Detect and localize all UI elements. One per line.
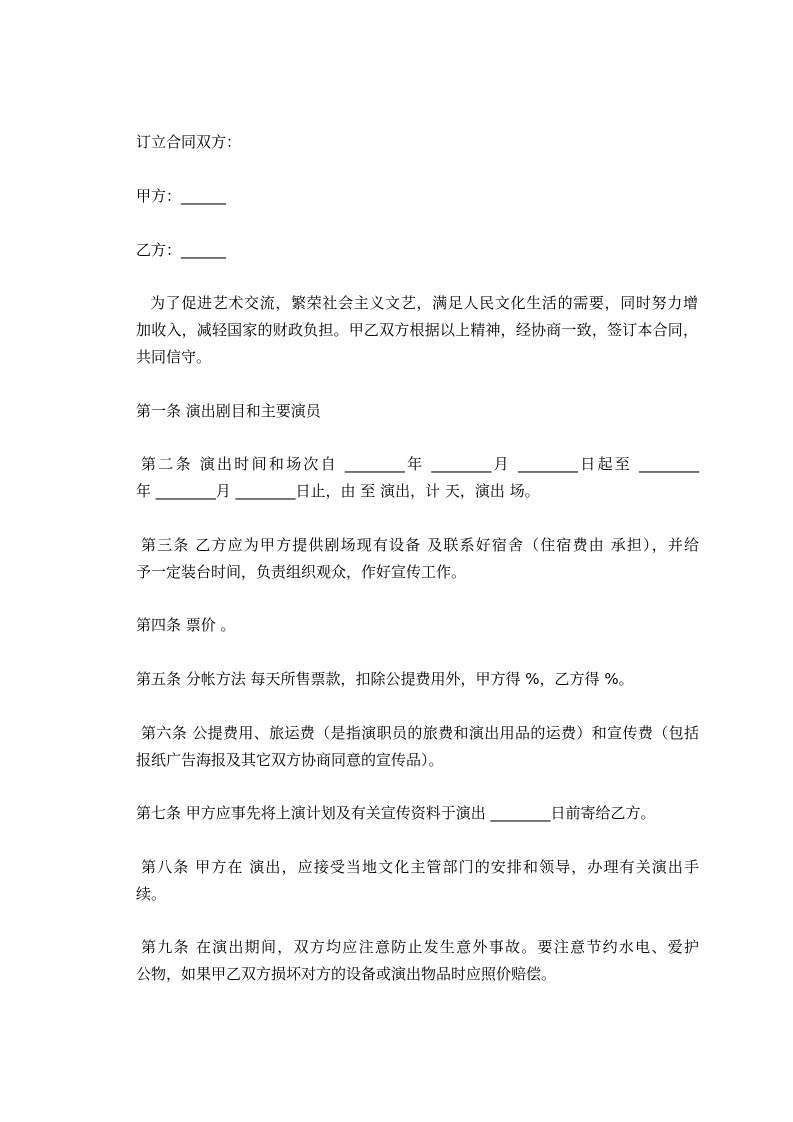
article-8-line: 续。 bbox=[136, 885, 167, 903]
article-3-line: 第三条 乙方应为甲方提供剧场现有设备 及联系好宿舍（住宿费由 承担），并给 bbox=[141, 536, 699, 554]
article-9-line: 公物，如果甲乙双方损坏对方的设备或演出物品时应照价赔偿。 bbox=[136, 965, 557, 983]
article-2-line: 年 ________月 ________日止，由 至 演出，计 天，演出 场。 bbox=[136, 482, 540, 500]
article-2-line: 第二条 演出时间和场次自 ________年 ________月 ________日起至 ________ bbox=[141, 455, 699, 473]
article-6-line: 报纸广告海报及其它双方协商同意的宣传品）。 bbox=[136, 751, 444, 769]
article-3-line: 予一定装台时间，负责组织观众，作好宣传工作。 bbox=[136, 563, 467, 581]
parties-heading: 订立合同双方： bbox=[136, 133, 242, 151]
article-6-line: 第六条 公提费用、旅运费（是指演职员的旅费和演出用品的运费）和宣传费（包括 bbox=[141, 724, 699, 742]
preamble-line: 为了促进艺术交流，繁荣社会主义文艺，满足人民文化生活的需要，同时努力增 bbox=[150, 294, 698, 312]
article-4: 第四条 票价 。 bbox=[136, 616, 236, 634]
article-9-line: 第九条 在演出期间，双方均应注意防止发生意外事故。要注意节约水电、爱护 bbox=[141, 938, 699, 956]
preamble-line: 加收入，减轻国家的财政负担。甲乙双方根据以上精神，经协商一致，签订本合同， bbox=[136, 321, 698, 339]
party-a-line: 甲方：______ bbox=[136, 187, 227, 205]
article-1: 第一条 演出剧目和主要演员 bbox=[136, 402, 321, 420]
party-b-line: 乙方：______ bbox=[136, 241, 227, 259]
article-5: 第五条 分帐方法 每天所售票款，扣除公提费用外，甲方得 %，乙方得 %。 bbox=[136, 670, 634, 688]
article-8-line: 第八条 甲方在 演出，应接受当地文化主管部门的安排和领导，办理有关演出手 bbox=[141, 858, 699, 876]
preamble-line: 共同信守。 bbox=[136, 348, 212, 366]
article-7: 第七条 甲方应事先将上演计划及有关宣传资料于演出 ________日前寄给乙方。 bbox=[136, 804, 656, 822]
